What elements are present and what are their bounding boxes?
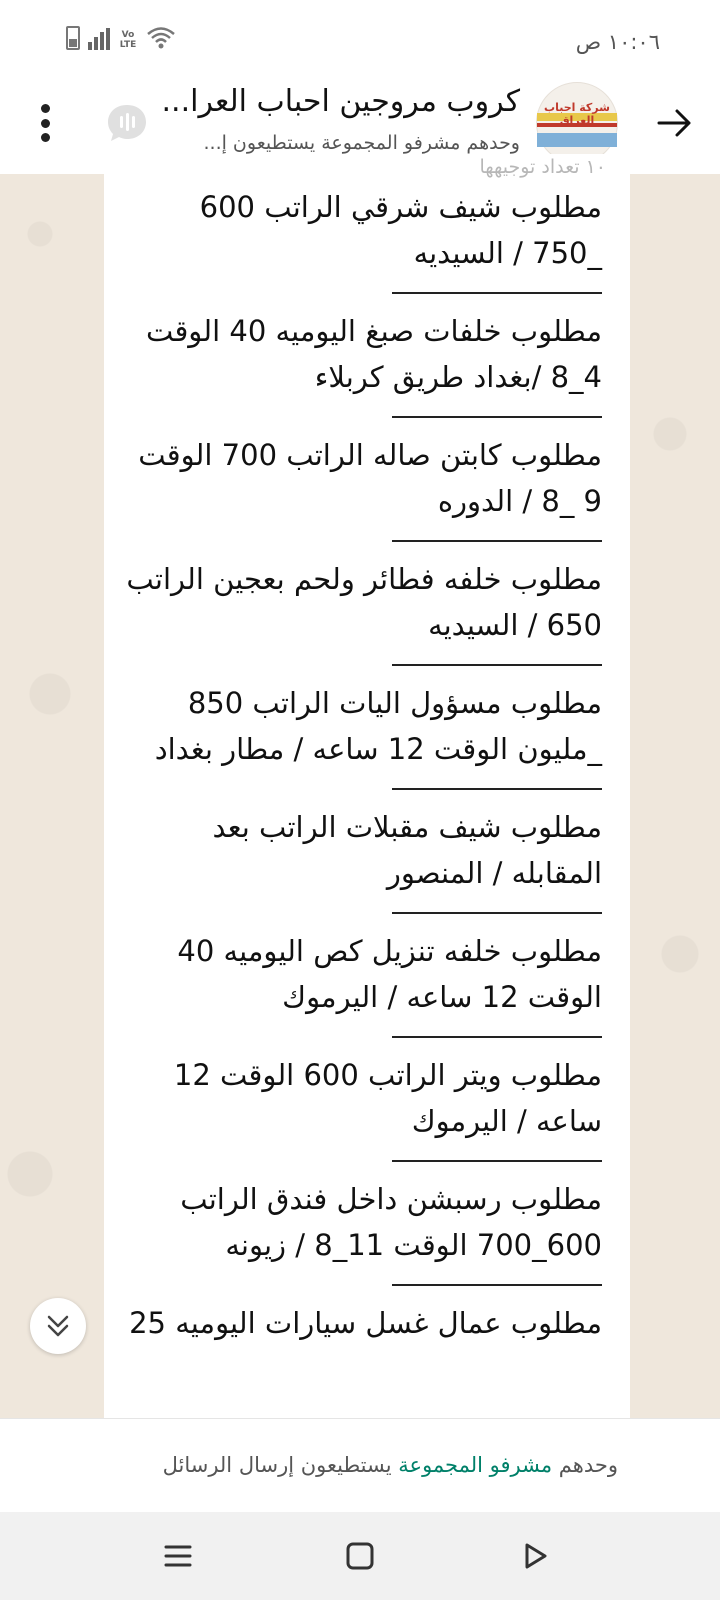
group-title[interactable]: كروب مروجين احباب العرا... bbox=[161, 84, 520, 119]
job-listing: مطلوب مسؤول اليات الراتب 850 _مليون الوقت 12 ساعه / مطار بغداد bbox=[154, 686, 602, 766]
job-listing: مطلوب كابتن صاله الراتب 700 الوقت 9 _8 / الدوره bbox=[138, 438, 602, 518]
double-chevron-down-icon bbox=[45, 1313, 71, 1339]
group-subtitle[interactable]: وحدهم مشرفو المجموعة يستطيعون إ... bbox=[203, 132, 520, 154]
back-triangle-icon bbox=[523, 1542, 549, 1570]
more-vertical-icon bbox=[41, 104, 50, 113]
notice-suffix: يستطيعون إرسال الرسائل bbox=[162, 1453, 399, 1477]
job-listing: مطلوب شيف مقبلات الراتب بعد المقابله / المنصور bbox=[212, 810, 602, 890]
divider bbox=[392, 416, 602, 418]
signal-icon bbox=[88, 28, 110, 50]
home-button[interactable] bbox=[338, 1534, 382, 1578]
divider bbox=[392, 788, 602, 790]
divider bbox=[392, 292, 602, 294]
job-listing: مطلوب شيف شرقي الراتب 600 _750 / السيديه bbox=[199, 190, 602, 270]
admin-only-notice bbox=[163, 1453, 618, 1477]
arrow-right-icon bbox=[657, 108, 693, 138]
battery-icon bbox=[66, 26, 80, 50]
group-avatar[interactable] bbox=[536, 82, 618, 164]
divider bbox=[392, 1284, 602, 1286]
divider bbox=[392, 912, 602, 914]
voice-chat-button[interactable] bbox=[100, 96, 154, 150]
job-listing: مطلوب عمال غسل سيارات اليوميه 25 bbox=[129, 1306, 602, 1340]
job-listing: مطلوب خلفات صبغ اليوميه 40 الوقت 4_8 /بغداد طريق كربلاء bbox=[145, 314, 602, 394]
recent-apps-button[interactable] bbox=[156, 1534, 200, 1578]
chat-area[interactable] bbox=[0, 156, 720, 1418]
status-time: ١٠:٠٦ ص bbox=[575, 30, 660, 54]
voice-chat-icon bbox=[105, 103, 149, 143]
divider bbox=[392, 1160, 602, 1162]
recent-apps-icon bbox=[164, 1544, 192, 1568]
back-button[interactable] bbox=[650, 98, 700, 148]
more-options-button[interactable] bbox=[30, 100, 60, 146]
system-nav-bar bbox=[0, 1512, 720, 1600]
forwarded-note: ١٠ تعداد توجيهها bbox=[479, 156, 606, 178]
divider bbox=[392, 1036, 602, 1038]
notice-prefix: وحدهم bbox=[552, 1453, 618, 1477]
status-icons bbox=[66, 26, 176, 50]
nav-back-button[interactable] bbox=[514, 1534, 558, 1578]
job-listing: مطلوب خلفه تنزيل كص اليوميه 40 الوقت 12 ساعه / اليرموك bbox=[177, 934, 602, 1014]
group-admins-link[interactable]: مشرفو المجموعة bbox=[398, 1453, 553, 1477]
home-icon bbox=[346, 1542, 374, 1570]
volte-indicator: Vo LTE bbox=[119, 30, 137, 50]
message-body bbox=[122, 184, 602, 1362]
divider bbox=[392, 664, 602, 666]
admin-only-bar bbox=[0, 1418, 720, 1512]
status-bar bbox=[0, 0, 720, 72]
job-listing: مطلوب رسبشن داخل فندق الراتب 600_700 الوقت 11_8 / زيونه bbox=[180, 1182, 602, 1262]
divider bbox=[392, 540, 602, 542]
avatar-label: شركة احباب العراق bbox=[544, 101, 610, 127]
message-bubble[interactable] bbox=[104, 154, 630, 1464]
scroll-to-bottom-button[interactable] bbox=[30, 1298, 86, 1354]
job-listing: مطلوب ويتر الراتب 600 الوقت 12 ساعه / اليرموك bbox=[173, 1058, 602, 1138]
job-listing: مطلوب خلفه فطائر ولحم بعجين الراتب 650 / السيديه bbox=[126, 562, 602, 642]
wifi-icon bbox=[146, 26, 176, 50]
